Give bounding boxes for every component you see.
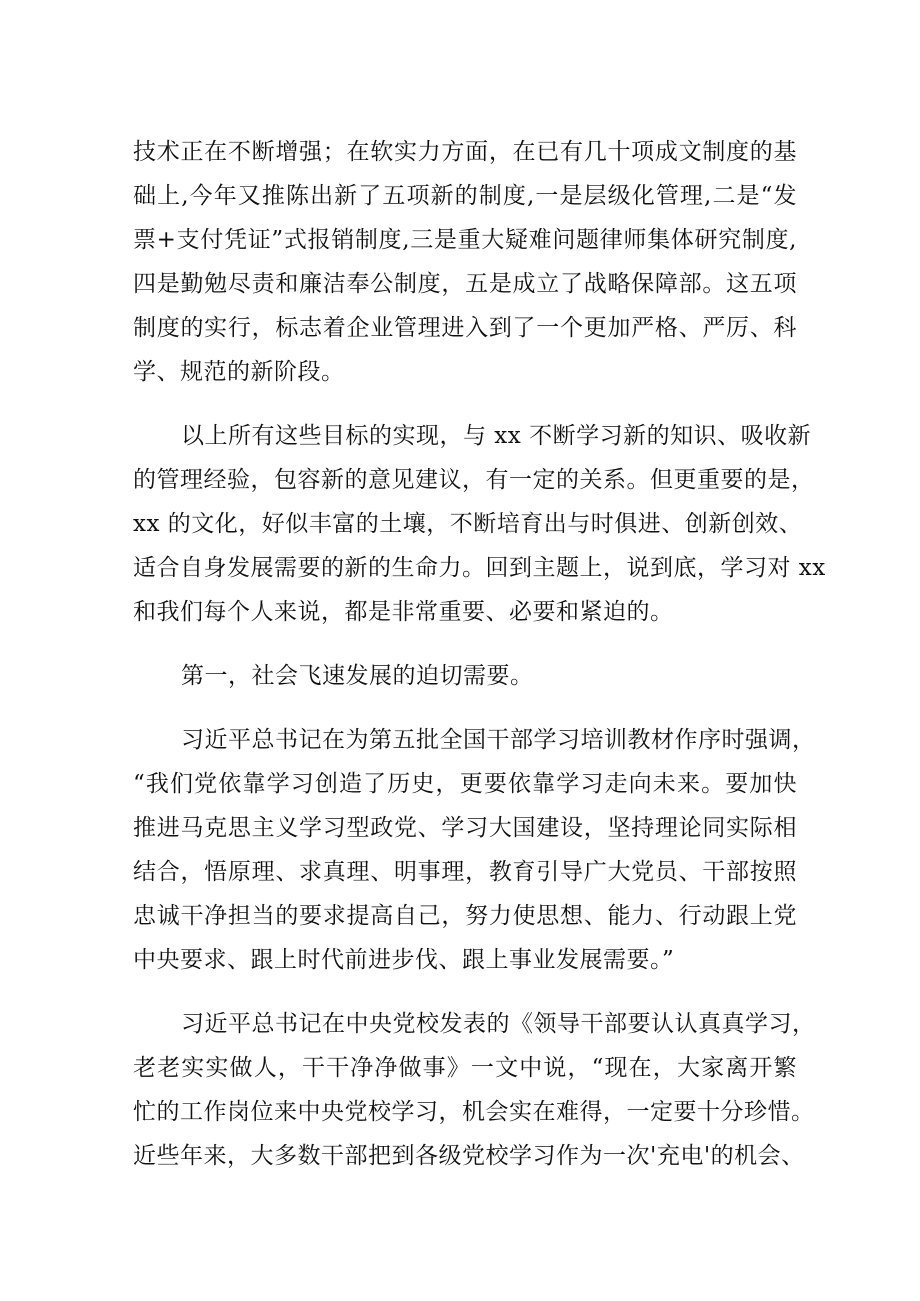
text-line: 结合，悟原理、求真理、明事理，教育引导广大党员、干部按照 bbox=[133, 859, 797, 885]
text-line: 以上所有这些目标的实现，与 xx 不断学习新的知识、吸收新 bbox=[181, 423, 812, 449]
text-line: 第一，社会飞速发展的迫切需要。 bbox=[181, 663, 534, 689]
paragraph-2 bbox=[133, 414, 826, 634]
text-line: 和我们每个人来说，都是非常重要、必要和紧迫的。 bbox=[133, 599, 674, 625]
paragraph-1 bbox=[133, 130, 797, 394]
section-heading bbox=[133, 654, 797, 698]
paragraph-4 bbox=[133, 1002, 816, 1178]
text-line: 础上,今年又推陈出新了五项新的制度,一是层级化管理,二是“发 bbox=[133, 183, 797, 209]
text-line: 习近平总书记在中央党校发表的《领导干部要认认真真学习， bbox=[181, 1011, 816, 1037]
text-line: xx 的文化，好似丰富的土壤，不断培育出与时俱进、创新创效、 bbox=[133, 511, 803, 537]
text-line: 近些年来，大多数干部把到各级党校学习作为一次'充电'的机会、 bbox=[133, 1143, 805, 1169]
text-line: 中央要求、跟上时代前进步伐、跟上事业发展需要。” bbox=[133, 947, 675, 973]
text-line: 学、规范的新阶段。 bbox=[133, 359, 345, 385]
text-line: 推进马克思主义学习型政党、学习大国建设，坚持理论同实际相 bbox=[133, 815, 797, 841]
paragraph-3 bbox=[133, 718, 816, 982]
text-line: 忙的工作岗位来中央党校学习，机会实在难得，一定要十分珍惜。 bbox=[133, 1099, 815, 1125]
text-line: 技术正在不断增强；在软实力方面，在已有几十项成文制度的基 bbox=[133, 139, 797, 165]
text-line: 票+支付凭证”式报销制度,三是重大疑难问题律师集体研究制度, bbox=[133, 227, 797, 253]
text-line: 老老实实做人，干干净净做事》一文中说，“现在，大家离开繁 bbox=[133, 1055, 797, 1081]
text-line: 适合自身发展需要的新的生命力。回到主题上，说到底，学习对 xx bbox=[133, 555, 826, 581]
text-line: 习近平总书记在为第五批全国干部学习培训教材作序时强调， bbox=[181, 727, 816, 753]
text-line: 忠诚干净担当的要求提高自己，努力使思想、能力、行动跟上党 bbox=[133, 903, 797, 929]
document-body bbox=[133, 130, 826, 1178]
text-line: “我们党依靠学习创造了历史，更要依靠学习走向未来。要加快 bbox=[133, 771, 797, 797]
text-line: 的管理经验，包容新的意见建议，有一定的关系。但更重要的是， bbox=[133, 467, 815, 493]
text-line: 四是勤勉尽责和廉洁奉公制度，五是成立了战略保障部。这五项 bbox=[133, 271, 797, 297]
text-line: 制度的实行，标志着企业管理进入到了一个更加严格、严厉、科 bbox=[133, 315, 797, 341]
